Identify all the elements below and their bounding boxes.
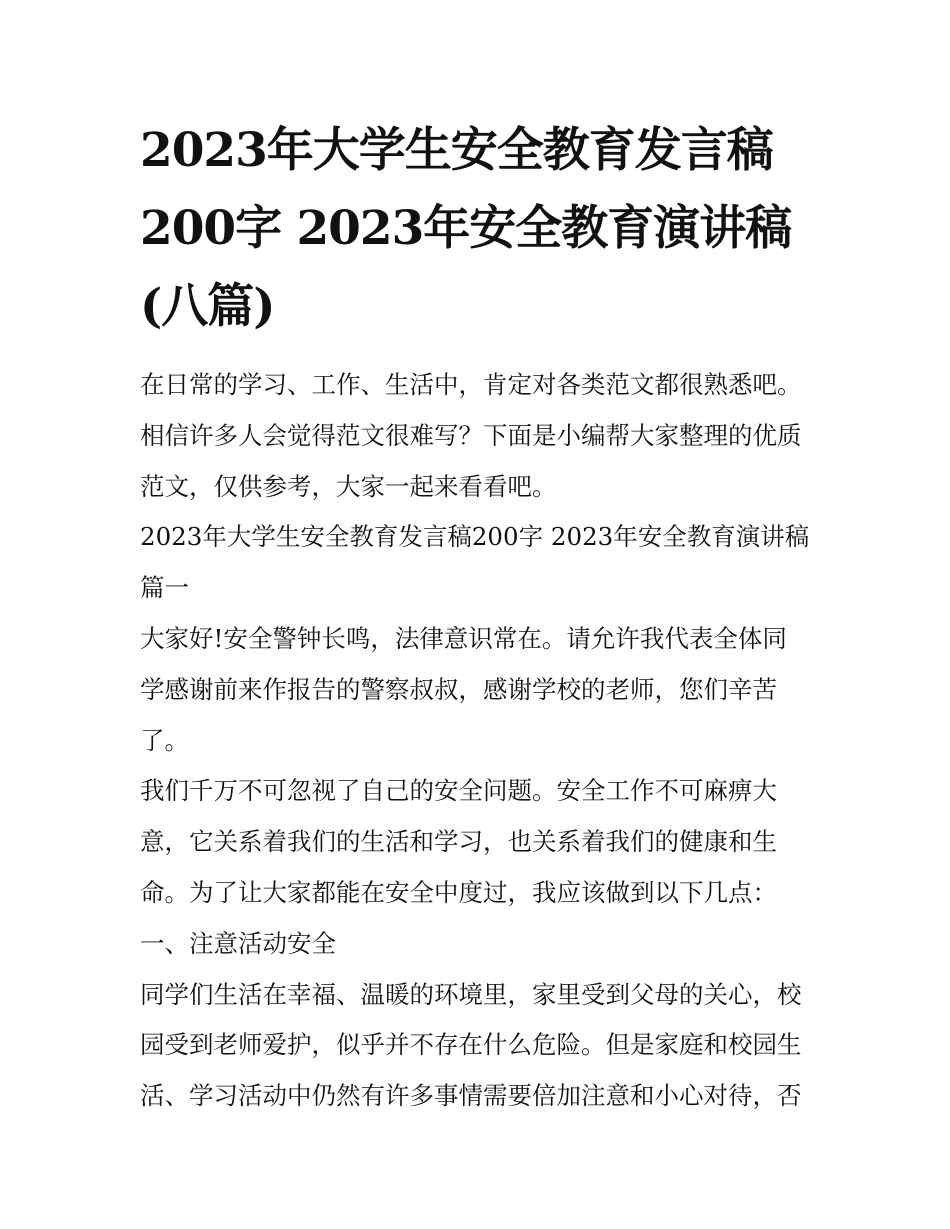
title-line: 200字 2023年安全教育演讲稿	[140, 201, 792, 256]
text-line: 园受到老师爱护，似乎并不存在什么危险。但是家庭和校园生	[140, 1030, 802, 1060]
text-line: 意，它关系着我们的生活和学习，也关系着我们的健康和生	[140, 827, 777, 857]
section-heading: 一、注意活动安全	[140, 928, 336, 958]
document-title	[140, 112, 840, 346]
text-line: 在日常的学习、工作、生活中，肯定对各类范文都很熟悉吧。	[140, 370, 802, 399]
text-line: 范文，仅供参考，大家一起来看看吧。	[140, 471, 557, 501]
document-body	[140, 360, 840, 1122]
text-line: 相信许多人会觉得范文很难写？下面是小编帮大家整理的优质	[140, 420, 802, 450]
text-line: 活、学习活动中仍然有许多事情需要倍加注意和小心对待，否	[140, 1081, 802, 1111]
text-line: 大家好!安全警钟长鸣，法律意识常在。请允许我代表全体同	[140, 623, 787, 653]
text-line: 命。为了让大家都能在安全中度过，我应该做到以下几点：	[140, 877, 777, 907]
title-line: 2023年大学生安全教育发言稿	[140, 123, 773, 178]
text-line: 同学们生活在幸福、温暖的环境里，家里受到父母的关心，校	[140, 979, 802, 1009]
text-line: 2023年大学生安全教育发言稿200字 2023年安全教育演讲稿	[140, 522, 810, 552]
text-line: 学感谢前来作报告的警察叔叔，感谢学校的老师，您们辛苦	[140, 674, 777, 704]
title-line: (八篇)	[140, 279, 275, 334]
text-line: 篇一	[140, 573, 189, 603]
text-line: 我们千万不可忽视了自己的安全问题。安全工作不可麻痹大	[140, 776, 777, 806]
text-line: 了。	[140, 725, 189, 755]
